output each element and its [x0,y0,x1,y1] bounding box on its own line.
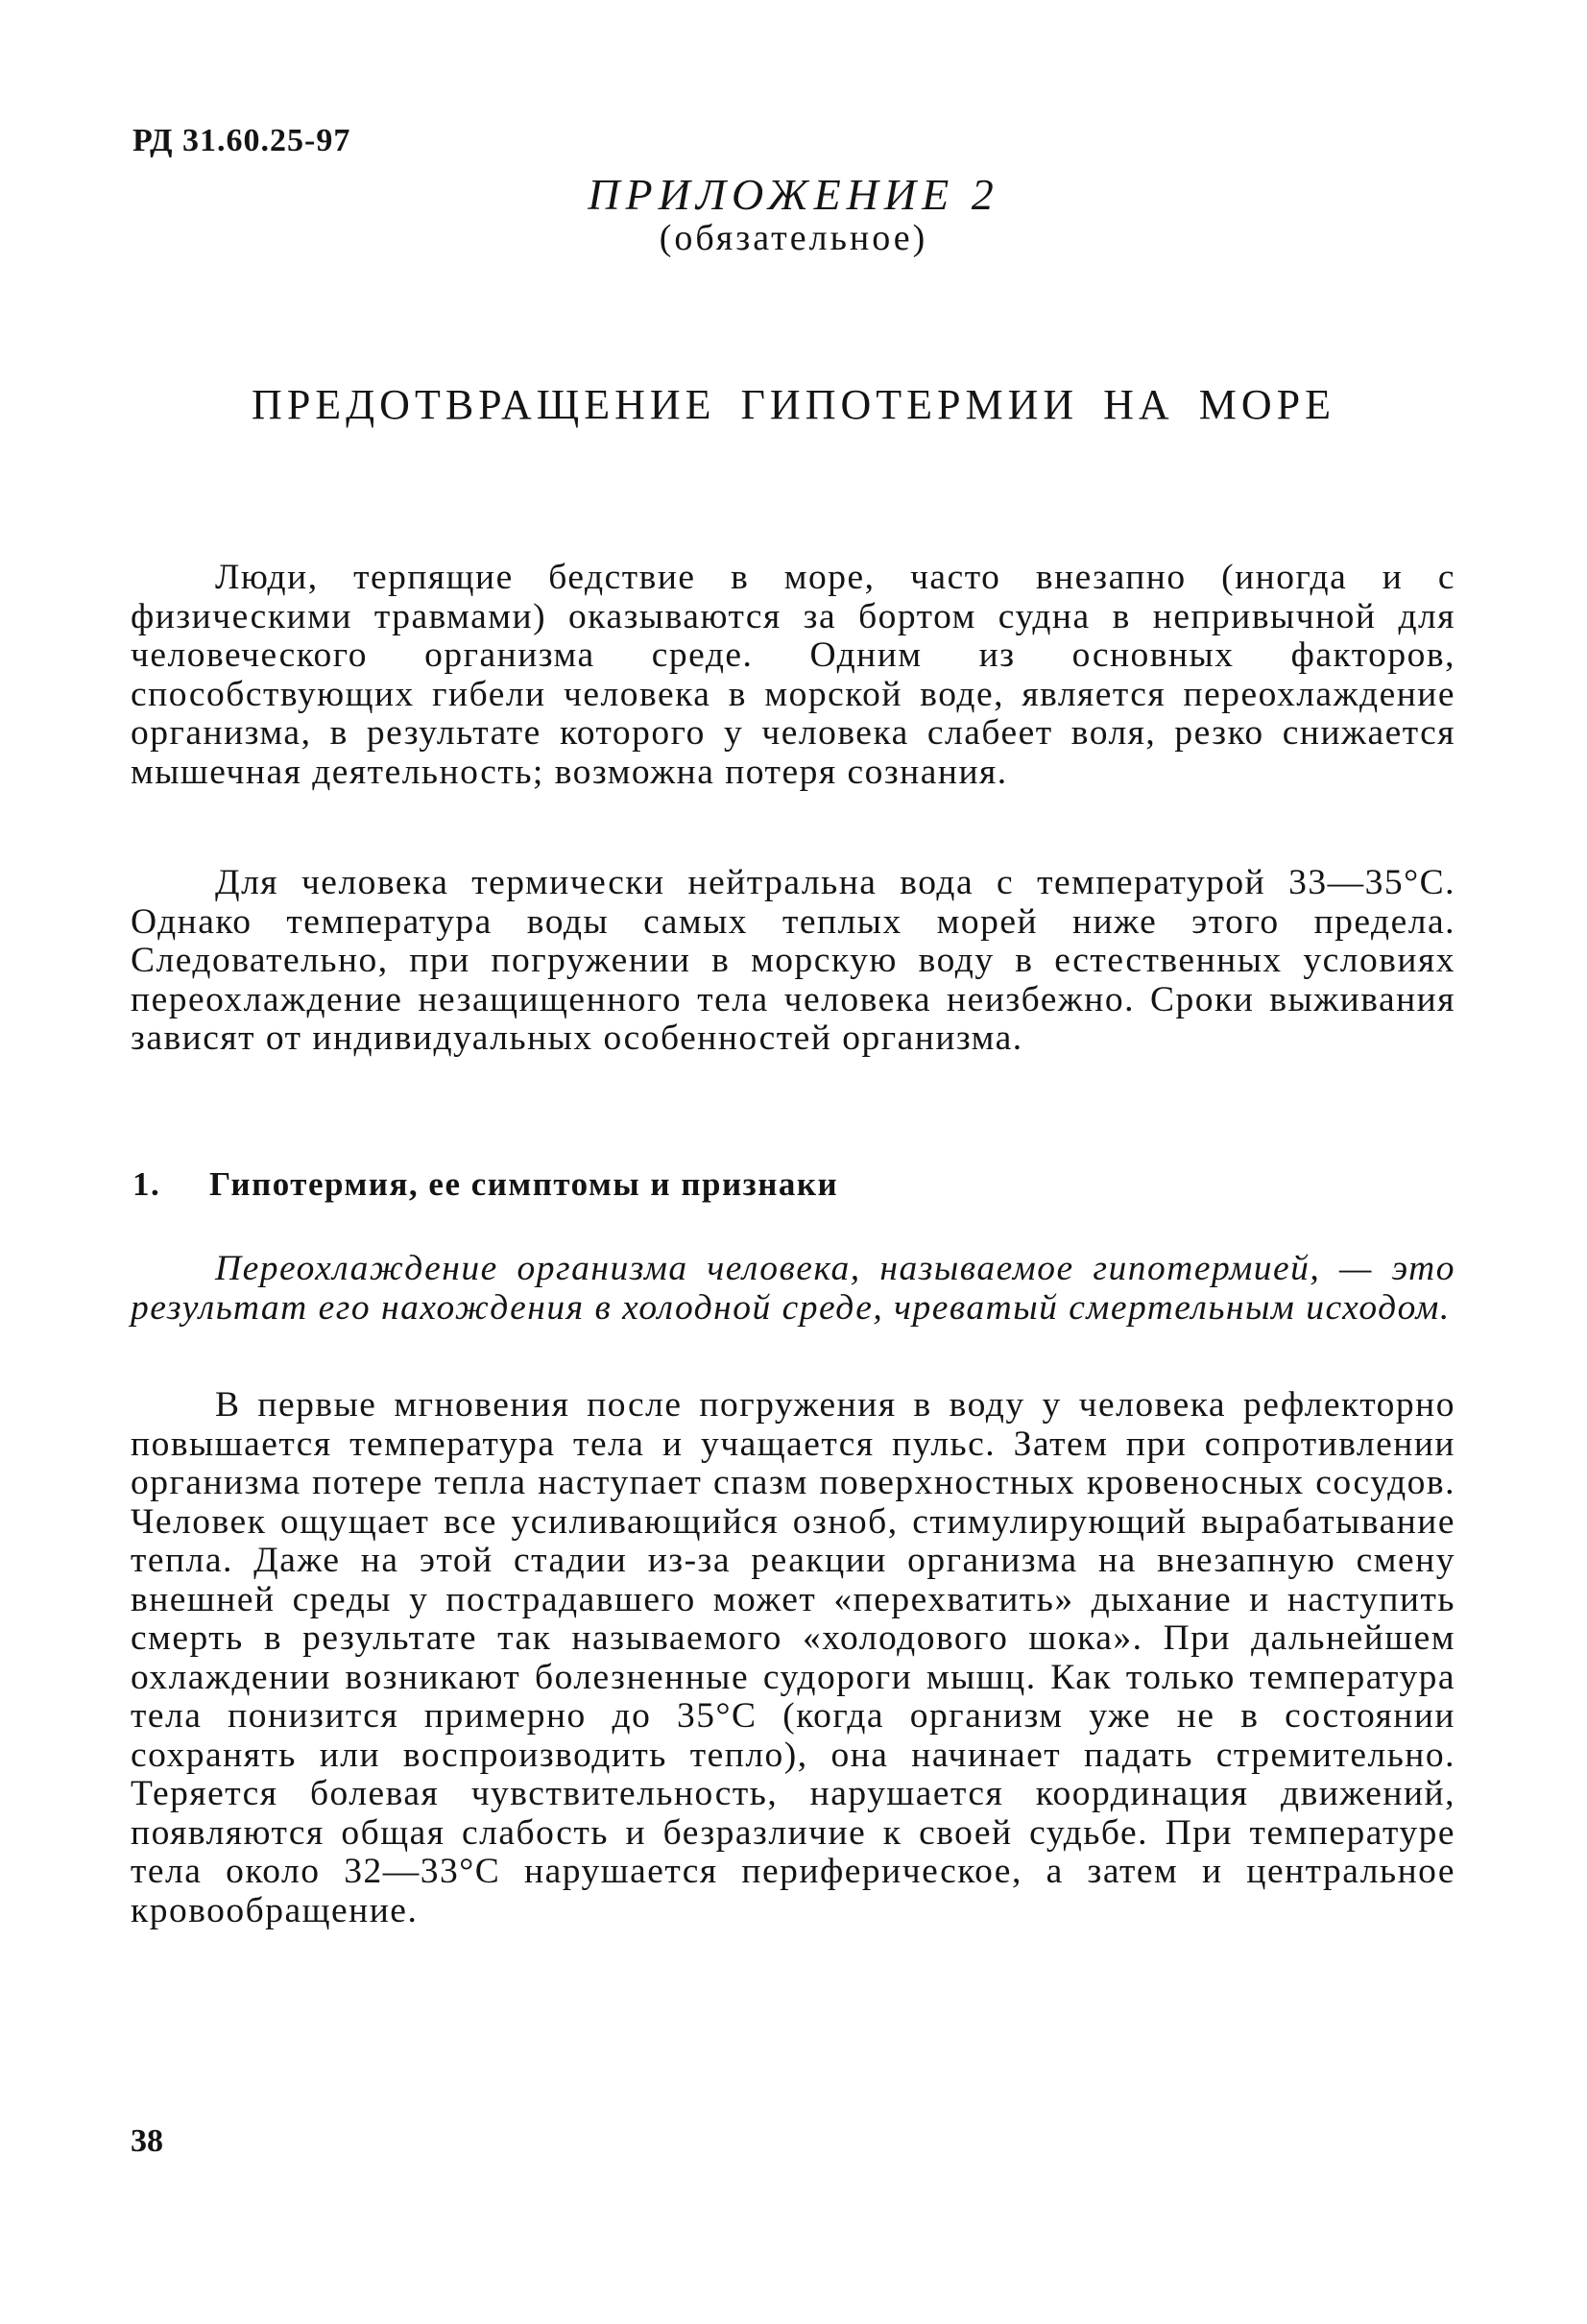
page-title: ПРЕДОТВРАЩЕНИЕ ГИПОТЕРМИИ НА МОРЕ [252,381,1335,428]
section-body-paragraph-text: В первые мгновения после погружения в воду у человека рефлекторно повышается температура тела и учащается пульс. Затем при сопротивлении организма потере тепла наступает спазм поверхностных кровеносных сосудов. Человек ощущает все усиливающийся озноб, стимулирующий вырабатывание тепла. Даже на этой стадии из-за реакции организма на внезапную смену внешней среды у пострадавшего может «перехватить» дыхание и наступить смерть в результате так называемого «холодового шока». При дальнейшем охлаждении возникают болезненные судороги мышц. Как только температура тела понизится примерно до 35°С (когда организм уже не в состоянии сохранять или воспроизводить тепло), она начинает падать стремительно. Теряется болевая чувствительность, нарушается координация движений, появляются общая слабость и безразличие к своей судьбе. При температуре тела около 32—33°С нарушается периферическое, а затем и центральное кровообращение. [131,1385,1455,1930]
appendix-subtitle: (обязательное) [659,218,928,258]
section-heading [132,1165,838,1204]
intro-paragraph-2-text: Для человека термически нейтральна вода с температурой 33—35°С. Однако температура воды самых теплых морей ниже этого предела. Следовательно, при погружении в морскую воду в естественных условиях переохлаждение незащищенного тела человека неизбежно. Сроки выживания зависят от индивидуальных особенностей организма. [131,863,1455,1058]
section-number: 1. [132,1165,161,1203]
section-body-paragraph [131,1386,1455,1930]
definition-paragraph [131,1250,1455,1328]
definition-paragraph-text: Переохлаждение организма человека, называемое гипотермией, — это результат его нахождения в холодной среде, чреватый смертельным исходом. [131,1249,1455,1328]
page-number: 38 [131,2123,163,2159]
section-title: Гипотермия, ее симптомы и признаки [209,1165,839,1203]
intro-paragraph-2 [131,864,1455,1059]
intro-paragraph-1-text: Люди, терпящие бедствие в море, часто внезапно (иногда и с физическими травмами) оказываются за бортом судна в непривычной для человеческого организма среде. Одним из основных факторов, способствующих гибели человека в морской воде, является переохлаждение организма, в результате которого у человека слабеет воля, резко снижается мышечная деятельность; возможна потеря сознания. [131,558,1455,792]
appendix-title: ПРИЛОЖЕНИЕ 2 [588,170,999,219]
intro-paragraph-1 [131,559,1455,792]
document-code: РД 31.60.25-97 [132,123,351,158]
